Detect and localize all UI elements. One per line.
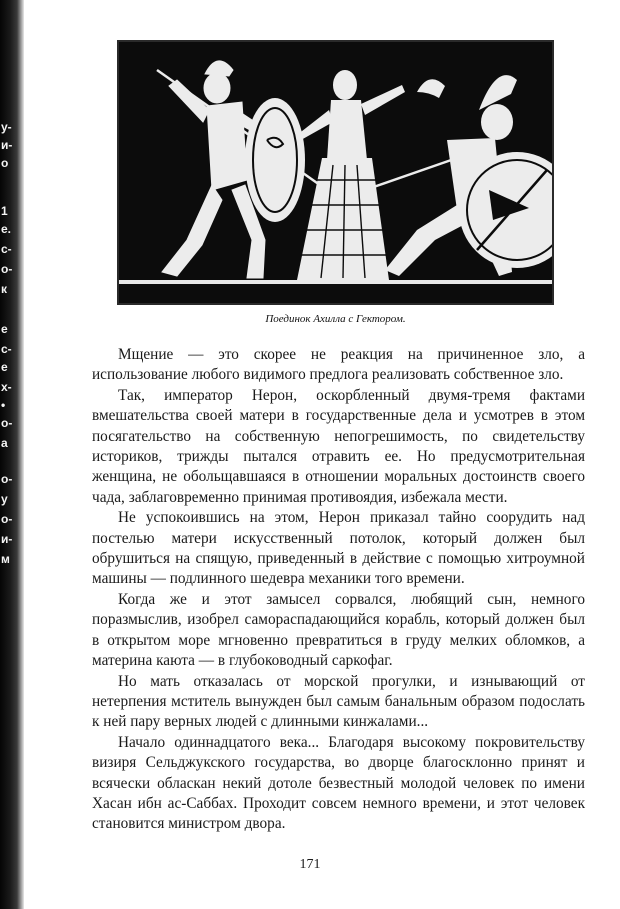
page-number: 171 xyxy=(299,857,321,872)
scan-gutter-shadow xyxy=(0,0,24,909)
bleed-fragment: о xyxy=(1,156,9,170)
bleed-fragment: м xyxy=(1,552,10,566)
bleed-fragment: • xyxy=(1,398,6,412)
bleed-fragment: о- xyxy=(1,416,13,430)
paragraph-4: Когда же и этот замысел сорвался, любящий сын, немного поразмыслив, изобрел самораспадающийся корабль, который должен был в открытом море мгновенно превратиться в груду мелких обломков, а материна каюта — в глубоководный саркофаг. xyxy=(92,590,585,670)
bleed-fragment: х- xyxy=(1,380,12,394)
bleed-fragment: и- xyxy=(1,532,13,546)
bleed-fragment: 1 xyxy=(1,204,8,218)
bleed-fragment: с- xyxy=(1,342,12,356)
bleed-fragment: с- xyxy=(1,242,12,256)
bleed-fragment: а xyxy=(1,436,8,450)
paragraph-6: Начало одиннадцатого века... Благодаря высокому покровительству визиря Сельджукского государства, во дворце благосклонно принят и всячески обласкан некий дотоле безвестный молодой человек по имени Хасан ибн ас-Саббах. Проходит совсем немного времени, и этот человек становится министром двора. xyxy=(92,733,585,833)
paragraph-5: Но мать отказалась от морской прогулки, и изнывающий от нетерпения мститель вынужден был самым банальным образом подослать к ней пару верных людей с длинными кинжалами... xyxy=(92,672,585,731)
figure-caption: Поединок Ахилла с Гектором. xyxy=(265,313,406,325)
bleed-fragment: и- xyxy=(1,138,13,152)
bleed-fragment: е. xyxy=(1,222,12,236)
bleed-fragment: о- xyxy=(1,472,13,486)
bleed-fragment: у xyxy=(1,492,8,506)
paragraph-1: Мщение — это скорее не реакция на причиненное зло, а использование любого видимого предлога реализовать собственное зло. xyxy=(92,346,585,384)
vase-painting-illustration xyxy=(117,40,554,305)
bleed-fragment: к xyxy=(1,282,8,296)
bleed-fragment: о- xyxy=(1,512,13,526)
paragraph-3: Не успокоившись на этом, Нерон приказал тайно соорудить над постелью матери искусственный потолок, который должен был обрушиться на спящую, приведенный в действие с помощью хитроумной машины — подлинного шедевра механики того времени. xyxy=(92,509,585,588)
bleed-fragment: о- xyxy=(1,262,13,276)
paragraph-2: Так, император Нерон, оскорбленный двумя-тремя фактами вмешательства своей матери в государственные дела и усмотрев в этом посягательство на собственную непогрешимость, по свидетельству историков, трижды пытался отравить ее. Но предусмотрительная женщина, не обольщавшаяся в отношении моральных достоинств своего чада, заблаговременно принимая противоядия, избежала мести. xyxy=(92,386,585,506)
body-text xyxy=(92,345,585,835)
bleed-fragment: у- xyxy=(1,120,12,134)
achilles-hector-duel-drawing xyxy=(117,40,554,305)
bleed-fragment: е xyxy=(1,322,8,336)
bleed-fragment: е xyxy=(1,360,8,374)
